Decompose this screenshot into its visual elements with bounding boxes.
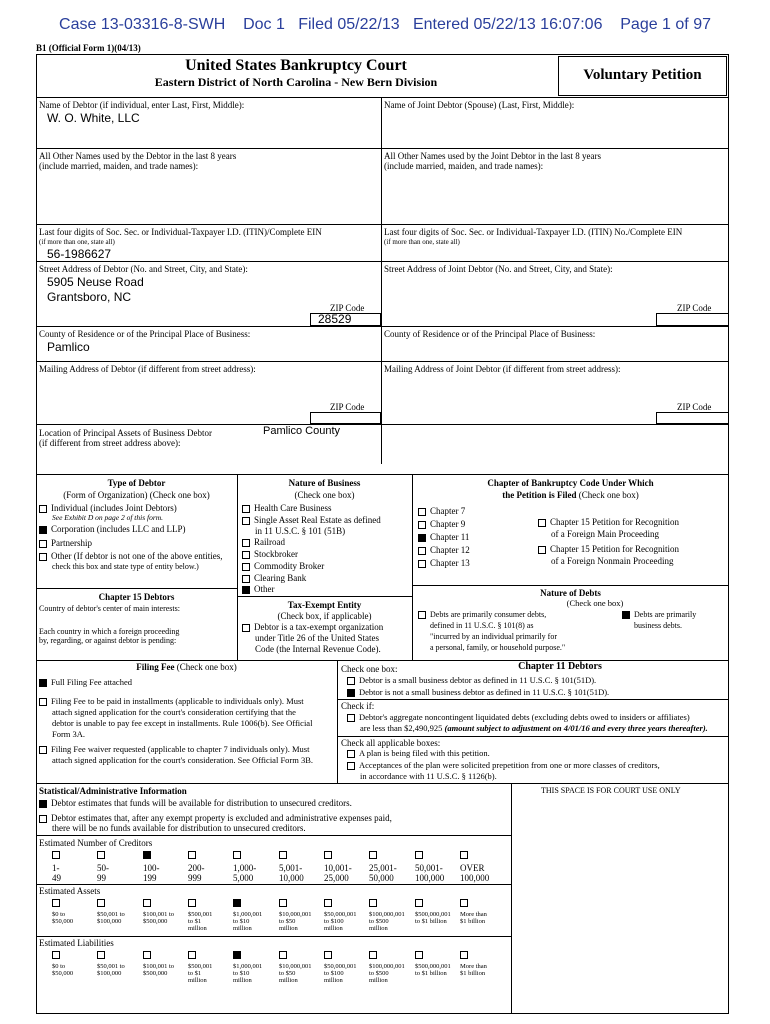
health-care-label: Health Care Business [254, 503, 332, 513]
small-business-label: Debtor is a small business debtor as defined in 11 U.S.C. § 101(51D). [359, 675, 597, 685]
debtor-other-names-label: All Other Names used by the Debtor in the last 8 years [39, 151, 237, 161]
tax-exempt-line2: under Title 26 of the United States [255, 633, 379, 643]
creditors-option [143, 851, 189, 884]
assets-label: Estimated Assets [39, 886, 101, 896]
exhibit-d-note: See Exhibit D on page 2 of this form. [52, 513, 164, 522]
chapter-code-title: Chapter of Bankruptcy Code Under Which [487, 478, 654, 488]
assets-option-label: million [324, 924, 343, 932]
creditors-option-label: 1,000- [233, 863, 257, 873]
business-debts-line1: Debts are primarily [634, 610, 697, 619]
liabilities-option-label: $500,000 [143, 969, 168, 977]
liabilities-option [415, 951, 463, 978]
assets-option-label: to $500 [369, 917, 389, 925]
joint-mailing-label: Mailing Address of Joint Debtor (if different from street address): [384, 364, 621, 374]
creditors-option-label: 100- [143, 863, 160, 873]
consumer-debts-line2: defined in 11 U.S.C. § 101(8) as [430, 621, 534, 630]
chapter-12-checkbox[interactable] [418, 547, 426, 555]
business-debts-line2: business debts. [634, 621, 682, 630]
creditors-option-checkbox[interactable] [143, 851, 151, 859]
assets-option-checkbox[interactable] [415, 899, 423, 907]
chapter-13-checkbox[interactable] [418, 560, 426, 568]
joint-ssn-label: Last four digits of Soc. Sec. or Individual-Taxpayer I.D. (ITIN) No./Complete EIN [384, 227, 683, 237]
commodity-broker-checkbox[interactable] [242, 563, 250, 571]
creditors-option-label: 100,000 [460, 872, 490, 883]
corporation-checkbox[interactable] [39, 526, 47, 534]
location-value[interactable]: Pamlico County [263, 425, 341, 437]
liabilities-option [233, 951, 281, 984]
liabilities-option-checkbox[interactable] [460, 951, 468, 959]
fee-waiver-line1: Filing Fee waiver requested (applicable to chapter 7 individuals only). Must [51, 744, 310, 754]
debtor-ssn-sublabel: (if more than one, state all) [39, 238, 115, 246]
assets-option-label: $500,000,001 [415, 911, 451, 918]
other-business-label: Other [254, 584, 275, 594]
creditors-option [233, 851, 279, 884]
liabilities-option [369, 951, 417, 984]
debtor-mailing-zip-label: ZIP Code [330, 402, 365, 412]
liabilities-option-checkbox[interactable] [188, 951, 196, 959]
other-entity-label-2: check this box and state type of entity below.) [52, 562, 199, 571]
installments-checkbox[interactable] [39, 698, 47, 706]
chapter-15-main-label: Chapter 15 Petition for Recognition [550, 517, 679, 527]
assets-option-label: $100,001 to [143, 911, 175, 918]
acceptances-checkbox[interactable] [347, 762, 355, 770]
plan-filed-label: A plan is being filed with this petition. [359, 748, 490, 758]
partnership-label: Partnership [51, 538, 92, 548]
creditors-option [460, 851, 506, 884]
creditors-option-label: 49 [52, 872, 61, 883]
creditors-label: Estimated Number of Creditors [39, 838, 153, 848]
chapter-11-checkbox[interactable] [418, 534, 426, 542]
assets-option-label: $0 to [52, 911, 66, 918]
creditors-option-label: 50- [97, 863, 109, 873]
aggregate-debts-checkbox[interactable] [347, 714, 355, 722]
debtor-mailing-zip-box [310, 412, 381, 424]
liabilities-option-label: $500,000,001 [415, 963, 451, 970]
tax-exempt-subtitle: (Check box, if applicable) [277, 611, 372, 621]
chapter-7-checkbox[interactable] [418, 508, 426, 516]
type-debtor-title: Type of Debtor [107, 478, 166, 488]
liabilities-option-checkbox[interactable] [143, 951, 151, 959]
creditors-option-label: 25,000 [324, 872, 349, 883]
acceptances-line1: Acceptances of the plan were solicited prepetition from one or more classes of creditors, [359, 760, 660, 770]
chapter-code-title-2: the Petition is Filed [502, 490, 577, 500]
installments-line4: Form 3A. [52, 729, 86, 739]
liabilities-option-label: $100,000,001 [369, 963, 405, 970]
creditors-option-checkbox[interactable] [188, 851, 196, 859]
debtor-street-label: Street Address of Debtor (No. and Street, City, and State): [39, 264, 248, 274]
joint-street-label: Street Address of Joint Debtor (No. and Street, City, and State): [384, 264, 613, 274]
chapter-15-nonmain-label: Chapter 15 Petition for Recognition [550, 544, 679, 554]
joint-ssn-sublabel: (if more than one, state all) [384, 238, 460, 246]
creditors-option [188, 851, 234, 884]
creditors-option-label: 10,000 [279, 872, 304, 883]
consumer-debts-line3: "incurred by an individual primarily for [430, 632, 558, 641]
liabilities-option-label: $0 to [52, 963, 66, 970]
liabilities-option-label: $500,001 [188, 963, 213, 970]
stockbroker-label: Stockbroker [254, 549, 298, 559]
liabilities-option-checkbox[interactable] [97, 951, 105, 959]
creditors-option-label: OVER [460, 863, 485, 873]
funds-available-label: Debtor estimates that funds will be available for distribution to unsecured creditors. [51, 798, 352, 808]
creditors-option-label: 99 [97, 872, 106, 883]
creditors-option-checkbox[interactable] [369, 851, 377, 859]
business-debts-checkbox[interactable] [622, 611, 630, 619]
liabilities-option-label: $1,000,001 [233, 963, 263, 970]
liabilities-option-label: million [369, 976, 388, 984]
type-debtor-subtitle: (Form of Organization) (Check one box) [63, 490, 210, 500]
assets-option-label: $10,000,001 [279, 911, 312, 918]
chapter-9-checkbox[interactable] [418, 521, 426, 529]
railroad-checkbox[interactable] [242, 539, 250, 547]
liabilities-option [143, 951, 191, 978]
assets-option [97, 899, 145, 926]
creditors-option-label: 1- [52, 863, 60, 873]
joint-county-label: County of Residence or of the Principal Place of Business: [384, 329, 596, 339]
creditors-option-label: 999 [188, 872, 202, 883]
assets-option-label: $500,000 [143, 917, 168, 925]
corporation-label: Corporation (includes LLC and LLP) [51, 524, 186, 534]
consumer-debts-line4: a personal, family, or household purpose." [430, 643, 566, 652]
plan-filed-checkbox[interactable] [347, 750, 355, 758]
debtor-county-label: County of Residence or of the Principal Place of Business: [39, 329, 251, 339]
ch11-check-all: Check all applicable boxes: [341, 738, 441, 748]
joint-mailing-zip-label: ZIP Code [677, 402, 712, 412]
debtor-county-value[interactable]: Pamlico [47, 340, 90, 354]
clearing-bank-label: Clearing Bank [254, 573, 307, 583]
creditors-option-checkbox[interactable] [324, 851, 332, 859]
liabilities-label: Estimated Liabilities [39, 938, 114, 948]
creditors-option [97, 851, 143, 884]
nature-business-title: Nature of Business [288, 478, 361, 488]
liabilities-option-label: million [279, 976, 298, 984]
chapter15-label-2: Each country in which a foreign proceeding [39, 627, 180, 636]
ch11-title: Chapter 11 Debtors [518, 661, 602, 672]
liabilities-option-label: to $50 [279, 969, 296, 977]
assets-option-checkbox[interactable] [97, 899, 105, 907]
liabilities-option-label: $100,000 [97, 969, 122, 977]
assets-option-checkbox[interactable] [324, 899, 332, 907]
court-use-only: THIS SPACE IS FOR COURT USE ONLY [541, 786, 681, 795]
no-funds-line1: Debtor estimates that, after any exempt property is excluded and administrative expenses paid, [51, 813, 392, 823]
individual-checkbox[interactable] [39, 505, 47, 513]
single-asset-label: Single Asset Real Estate as defined [254, 515, 381, 525]
chapter-9-label: Chapter 9 [430, 519, 466, 529]
single-asset-label-2: in 11 U.S.C. § 101 (51B) [255, 526, 346, 536]
assets-option [143, 899, 191, 926]
joint-zip-box [656, 313, 729, 326]
assets-option-label: to $10 [233, 917, 250, 925]
creditors-option [324, 851, 370, 884]
assets-option-checkbox[interactable] [460, 899, 468, 907]
debtor-zip-label: ZIP Code [330, 303, 365, 313]
assets-option-label: $1 billion [460, 917, 486, 925]
tax-exempt-line3: Code (the Internal Revenue Code). [255, 644, 381, 654]
chapter15-label-3: by, regarding, or against debtor is pending: [39, 636, 177, 645]
debtor-ssn-label: Last four digits of Soc. Sec. or Individual-Taxpayer I.D. (ITIN)/Complete EIN [39, 227, 322, 237]
debtor-mailing-label: Mailing Address of Debtor (if different from street address): [39, 364, 256, 374]
clearing-bank-checkbox[interactable] [242, 575, 250, 583]
form-number: B1 (Official Form 1)(04/13) [36, 43, 141, 53]
assets-option-label: $50,000 [52, 917, 74, 925]
consumer-debts-checkbox[interactable] [418, 611, 426, 619]
liabilities-option-label: to $500 [369, 969, 389, 977]
filing-fee-title: Filing Fee [136, 662, 175, 672]
liabilities-option-label: $1 billion [460, 969, 486, 977]
ch11-check-one: Check one box: [341, 664, 398, 674]
assets-option-label: million [279, 924, 298, 932]
liabilities-option-label: $50,000,001 [324, 963, 357, 970]
consumer-debts-line1: Debts are primarily consumer debts, [430, 610, 547, 619]
creditors-option-checkbox[interactable] [279, 851, 287, 859]
creditors-option-checkbox[interactable] [97, 851, 105, 859]
creditors-option-label: 50,001- [415, 863, 443, 873]
stockbroker-checkbox[interactable] [242, 551, 250, 559]
creditors-option-label: 5,001- [279, 863, 303, 873]
fee-waiver-line2: attach signed application for the court's consideration. See Official Form 3B. [52, 755, 314, 765]
other-entity-checkbox[interactable] [39, 553, 47, 561]
debtor-name-label: Name of Debtor (if individual, enter Last, First, Middle): [39, 100, 245, 110]
creditors-option-checkbox[interactable] [460, 851, 468, 859]
liabilities-option-label: to $1 billion [415, 969, 447, 977]
no-funds-line2: there will be no funds available for distribution to unsecured creditors. [52, 823, 306, 833]
full-fee-checkbox[interactable] [39, 679, 47, 687]
filing-fee-subtitle: (Check one box) [176, 662, 237, 672]
tax-exempt-title: Tax-Exempt Entity [287, 600, 362, 610]
liabilities-option [324, 951, 372, 984]
ch11-check-if: Check if: [341, 701, 375, 711]
assets-option-checkbox[interactable] [233, 899, 241, 907]
assets-option-label: $500,001 [188, 911, 213, 918]
liabilities-option-checkbox[interactable] [369, 951, 377, 959]
assets-option [279, 899, 327, 932]
debtor-name-value[interactable]: W. O. White, LLC [47, 111, 140, 125]
liabilities-option-label: million [233, 976, 252, 984]
assets-option [460, 899, 508, 926]
liabilities-option-label: to $10 [233, 969, 250, 977]
liabilities-option-label: million [324, 976, 343, 984]
creditors-option [279, 851, 325, 884]
commodity-broker-label: Commodity Broker [254, 561, 325, 571]
creditors-option [369, 851, 415, 884]
creditors-option-label: 25,001- [369, 863, 397, 873]
small-business-checkbox[interactable] [347, 677, 355, 685]
petition-title: Voluntary Petition [583, 67, 702, 83]
installments-line3: debtor is unable to pay fee except in installments. Rule 1006(b). See Official [52, 718, 313, 728]
aggregate-debts-line2: are less than $2,490,925 [360, 723, 443, 733]
liabilities-option-label: $50,001 to [97, 963, 125, 970]
liabilities-option-label: More than [460, 963, 487, 970]
liabilities-option [460, 951, 508, 978]
creditors-option-label: 100,000 [415, 872, 445, 883]
aggregate-debts-adjustment: (amount subject to adjustment on 4/01/16 and every three years thereafter). [444, 723, 708, 733]
chapter15-label: Country of debtor's center of main interests: [39, 604, 180, 613]
liabilities-option-checkbox[interactable] [415, 951, 423, 959]
debtor-ein-value[interactable]: 56-1986627 [47, 247, 112, 261]
debtor-zip-value[interactable]: 28529 [318, 312, 352, 326]
assets-option [188, 899, 236, 932]
nature-debts-subtitle: (Check one box) [566, 598, 624, 608]
health-care-checkbox[interactable] [242, 505, 250, 513]
assets-option [233, 899, 281, 932]
nature-business-subtitle: (Check one box) [294, 490, 355, 500]
chapter-7-label: Chapter 7 [430, 506, 466, 516]
assets-option-label: $50,001 to [97, 911, 125, 918]
assets-option-label: to $100 [324, 917, 344, 925]
aggregate-debts-line1: Debtor's aggregate noncontingent liquidated debts (excluding debts owed to insiders or affiliates) [359, 712, 690, 722]
location-label-2: (if different from street address above): [39, 438, 181, 448]
assets-option-checkbox[interactable] [143, 899, 151, 907]
creditors-option [415, 851, 461, 884]
installments-line1: Filing Fee to be paid in installments (applicable to individuals only). Must [51, 696, 304, 706]
liabilities-option-label: to $100 [324, 969, 344, 977]
district-title: Eastern District of North Carolina - New Bern Division [154, 75, 438, 89]
creditors-option-checkbox[interactable] [415, 851, 423, 859]
chapter-code-subtitle: (Check one box) [578, 490, 639, 500]
chapter-12-label: Chapter 12 [430, 545, 470, 555]
assets-option [324, 899, 372, 932]
court-title: United States Bankruptcy Court [185, 57, 407, 74]
creditors-option-label: 50,000 [369, 872, 394, 883]
liabilities-option [52, 951, 100, 978]
assets-option-label: More than [460, 911, 487, 918]
assets-option-label: million [188, 924, 207, 932]
assets-option-checkbox[interactable] [188, 899, 196, 907]
assets-option-label: to $50 [279, 917, 296, 925]
assets-option-label: to $1 billion [415, 917, 447, 925]
individual-label: Individual (includes Joint Debtors) [51, 503, 177, 513]
chapter-15-nonmain-checkbox[interactable] [538, 546, 546, 554]
tax-exempt-checkbox[interactable] [242, 624, 250, 632]
liabilities-option-checkbox[interactable] [52, 951, 60, 959]
assets-option-checkbox[interactable] [52, 899, 60, 907]
other-entity-label: Other (If debtor is not one of the above entities, [51, 551, 223, 561]
liabilities-option-label: million [188, 976, 207, 984]
liabilities-option-label: $10,000,001 [279, 963, 312, 970]
assets-option [52, 899, 100, 926]
chapter-15-main-label-2: of a Foreign Main Proceeding [551, 529, 659, 539]
tax-exempt-line1: Debtor is a tax-exempt organization [254, 622, 384, 632]
liabilities-option [279, 951, 327, 984]
creditors-option-checkbox[interactable] [233, 851, 241, 859]
joint-zip-label: ZIP Code [677, 303, 712, 313]
assets-option-label: $50,000,001 [324, 911, 357, 918]
joint-name-label: Name of Joint Debtor (Spouse) (Last, First, Middle): [384, 100, 575, 110]
creditors-option-label: 200- [188, 863, 205, 873]
liabilities-option-checkbox[interactable] [324, 951, 332, 959]
creditors-option-checkbox[interactable] [52, 851, 60, 859]
creditors-option-label: 199 [143, 872, 157, 883]
joint-other-names-label: All Other Names used by the Joint Debtor in the last 8 years [384, 151, 601, 161]
stat-admin-title: Statistical/Administrative Information [39, 786, 187, 796]
creditors-option-label: 5,000 [233, 872, 254, 883]
assets-option-label: to $1 [188, 917, 202, 925]
location-label: Location of Principal Assets of Business Debtor [39, 428, 212, 438]
assets-option [415, 899, 463, 926]
liabilities-option-checkbox[interactable] [233, 951, 241, 959]
chapter-15-nonmain-label-2: of a Foreign Nonmain Proceeding [551, 556, 674, 566]
liabilities-option-checkbox[interactable] [279, 951, 287, 959]
chapter15-title: Chapter 15 Debtors [98, 592, 175, 602]
fee-waiver-checkbox[interactable] [39, 746, 47, 754]
liabilities-option [188, 951, 236, 984]
no-funds-checkbox[interactable] [39, 815, 47, 823]
creditors-option-label: 10,001- [324, 863, 352, 873]
not-small-business-label: Debtor is not a small business debtor as defined in 11 U.S.C. § 101(51D). [359, 687, 610, 697]
partnership-checkbox[interactable] [39, 540, 47, 548]
acceptances-line2: in accordance with 11 U.S.C. § 1126(b). [360, 771, 497, 781]
joint-mailing-zip-box [656, 412, 729, 424]
single-asset-checkbox[interactable] [242, 517, 250, 525]
full-fee-label: Full Filing Fee attached [51, 677, 132, 687]
assets-option [369, 899, 417, 932]
debtor-other-names-label-2: (include married, maiden, and trade names): [39, 161, 199, 171]
assets-option-checkbox[interactable] [279, 899, 287, 907]
railroad-label: Railroad [254, 537, 285, 547]
assets-option-label: $1,000,001 [233, 911, 263, 918]
liabilities-option-label: $100,001 to [143, 963, 175, 970]
assets-option-label: $100,000,001 [369, 911, 405, 918]
other-business-checkbox[interactable] [242, 586, 250, 594]
joint-other-names-label-2: (include married, maiden, and trade names): [384, 161, 544, 171]
installments-line2: attach signed application for the court's consideration certifying that the [52, 707, 296, 717]
creditors-option [52, 851, 98, 884]
chapter-13-label: Chapter 13 [430, 558, 470, 568]
not-small-business-checkbox[interactable] [347, 689, 355, 697]
liabilities-option-label: $50,000 [52, 969, 74, 977]
chapter-11-label: Chapter 11 [430, 532, 470, 542]
liabilities-option [97, 951, 145, 978]
assets-option-label: million [233, 924, 252, 932]
assets-option-checkbox[interactable] [369, 899, 377, 907]
chapter-15-main-checkbox[interactable] [538, 519, 546, 527]
funds-available-checkbox[interactable] [39, 800, 47, 808]
assets-option-label: million [369, 924, 388, 932]
debtor-street-line2[interactable]: Grantsboro, NC [47, 290, 132, 304]
nature-debts-title: Nature of Debts [540, 588, 601, 598]
debtor-street-line1[interactable]: 5905 Neuse Road [47, 275, 144, 289]
assets-option-label: $100,000 [97, 917, 122, 925]
court-filing-header: Case 13-03316-8-SWH Doc 1 Filed 05/22/13 Entered 05/22/13 16:07:06 Page 1 of 97 [59, 16, 711, 33]
liabilities-option-label: to $1 [188, 969, 202, 977]
